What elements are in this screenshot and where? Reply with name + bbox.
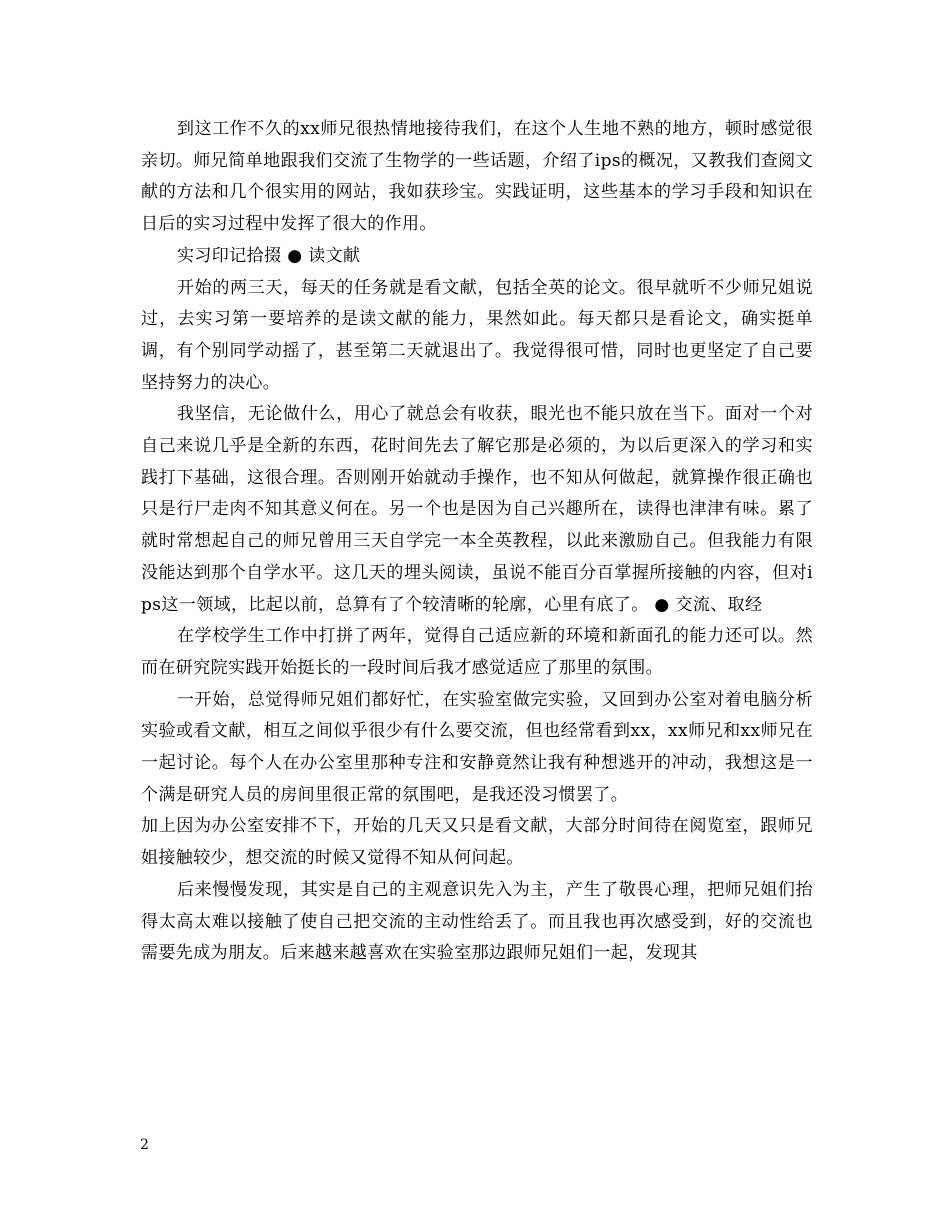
paragraph-reading-literature: 开始的两三天，每天的任务就是看文献，包括全英的论文。很早就听不少师兄姐说过，去实习第一要培养的是读文献的能力，果然如此。每天都只是看论文，确实挺单调，有个别同学动摇了，甚至第二天就退出了。我觉得很可惜，同时也更坚定了自己要坚持努力的决心。 xyxy=(141,277,813,393)
document-body xyxy=(141,114,813,970)
paragraph-busy-seniors: 一开始，总觉得师兄姐们都好忙，在实验室做完实验，又回到办公室对着电脑分析实验或看文献，相互之间似乎很少有什么要交流，但也经常看到xx，xx师兄和xx师兄在一起讨论。每个人在办公室里那种专注和安静竟然让我有种想逃开的冲动，我想这是一个满是研究人员的房间里很正常的氛围吧，是我还没习惯罢了。 xyxy=(141,689,813,805)
paragraph-welcome: 到这工作不久的xx师兄很热情地接待我们，在这个人生地不熟的地方，顿时感觉很亲切。师兄简单地跟我们交流了生物学的一些话题，介绍了ips的概况，又教我们查阅文献的方法和几个很实用的网站，我如获珍宝。实践证明，这些基本的学习手段和知识在日后的实习过程中发挥了很大的作用。 xyxy=(141,119,813,235)
paragraph-belief: 我坚信，无论做什么，用心了就总会有收获，眼光也不能只放在当下。面对一个对自己来说几乎是全新的东西，花时间先去了解它那是必须的，为以后更深入的学习和实践打下基础，这很合理。否则刚开始就动手操作，也不知从何做起，就算操作很正确也只是行尸走肉不知其意义何在。另一个也是因为自己兴趣所在，读得也津津有味。累了就时常想起自己的师兄曾用三天自学完一本全英教程，以此来激励自己。但我能力有限没能达到那个自学水平。这几天的埋头阅读，虽说不能百分百掌握所接触的内容，但对ips这一领域，比起以前，总算有了个较清晰的轮廓，心里有底了。 ● 交流、取经 xyxy=(141,404,813,615)
paragraph-adaptation: 在学校学生工作中打拼了两年，觉得自己适应新的环境和新面孔的能力还可以。然而在研究院实践开始挺长的一段时间后我才感觉适应了那里的氛围。 xyxy=(141,626,813,678)
page-number: 2 xyxy=(140,1137,149,1153)
paragraph-office-arrangement: 加上因为办公室安排不下，开始的几天又只是看文献，大部分时间待在阅览室，跟师兄姐接触较少，想交流的时候又觉得不知从何问起。 xyxy=(141,816,813,869)
paragraph-later-discovery: 后来慢慢发现，其实是自己的主观意识先入为主，产生了敬畏心理，把师兄姐们抬得太高太难以接触了使自己把交流的主动性给丢了。而且我也再次感受到，好的交流也需要先成为朋友。后来越来越喜欢在实验室那边跟师兄姐们一起，发现其 xyxy=(141,879,813,964)
section-heading-reading-literature: 实习印记拾掇 ● 读文献 xyxy=(177,245,361,266)
